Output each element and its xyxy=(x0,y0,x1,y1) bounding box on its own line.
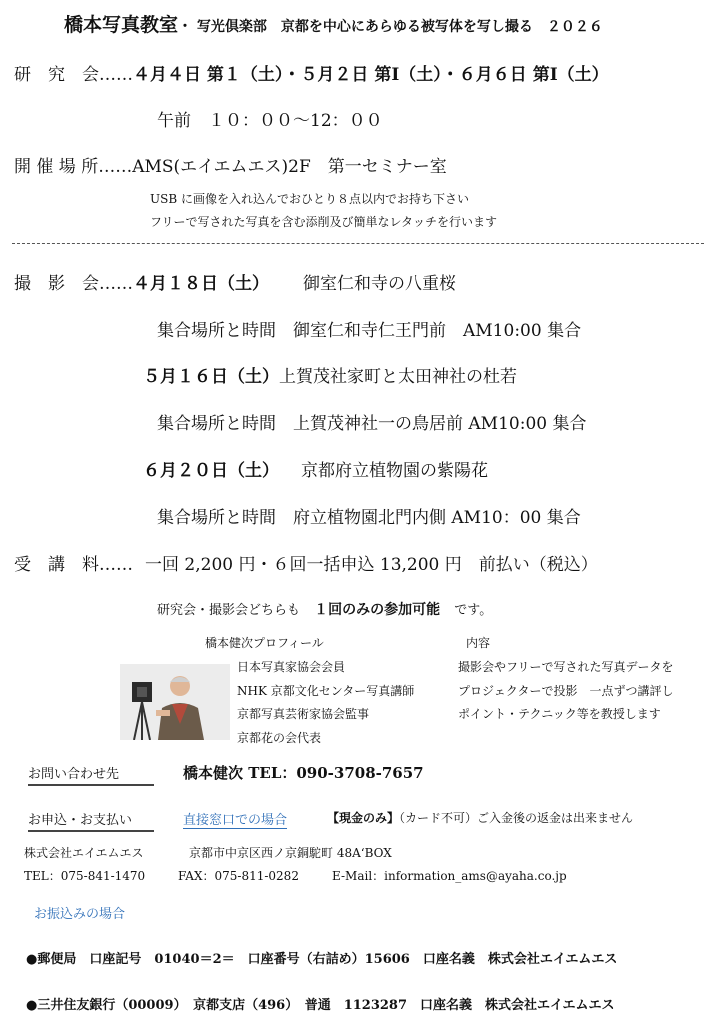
shoot-line-3 xyxy=(143,456,279,481)
content-line-2: プロジェクターで投影 一点ずつ講評し xyxy=(458,684,674,698)
study-note-1: USB に画像を入れ込んでおひとり８点以内でお持ち下さい xyxy=(150,192,469,206)
photographer-image xyxy=(120,664,230,740)
cash-line xyxy=(327,809,633,826)
shoot-meet-1: 集合場所と時間 御室仁和寺仁王門前 AM10:00 集合 xyxy=(157,321,582,341)
study-note-2: フリーで写された写真を含む添削及び簡単なレタッチを行います xyxy=(150,215,498,229)
shoot-line-2 xyxy=(143,362,517,387)
content-line-1: 撮影会やフリーで写された写真データを xyxy=(458,660,674,674)
contact-label xyxy=(28,763,154,786)
transfer-heading: お振込みの場合 xyxy=(34,907,126,922)
venue-line xyxy=(14,152,447,177)
company-address: 京都市中京区西ノ京銅駝町 48A‘BOX xyxy=(189,846,392,860)
payment-label-text: お申込・お支払い xyxy=(28,809,154,832)
postal-account: ●郵便局 口座記号 01040＝2＝ 口座番号（右詰め）15606 口座名義 株式会社エイエムエス xyxy=(26,952,618,967)
company-email[interactable]: E-Mail：information_ams@ayaha.co.jp xyxy=(332,869,567,883)
bank-account: ●三井住友銀行（00009） 京都支店（496） 普通 1123287 口座名義 株式会社エイエムエス xyxy=(26,998,615,1013)
fee-text: 一回 2,200 円・６回一括申込 13,200 円 前払い（税込） xyxy=(145,555,598,575)
venue-label: 開 催 場 所…… xyxy=(14,157,133,177)
fee-line xyxy=(14,550,598,575)
shoot-meet-2: 集合場所と時間 上賀茂神社一の鳥居前 AM10:00 集合 xyxy=(157,414,587,434)
shoot-place-3: 京都府立植物園の紫陽花 xyxy=(301,461,488,481)
profile-line-1: 日本写真家協会会員 xyxy=(237,660,346,674)
study-line xyxy=(14,60,609,85)
contact-text: 橋本健次 TEL：090-3708-7657 xyxy=(183,764,424,782)
divider xyxy=(12,243,704,244)
fee-note-pre: 研究会・撮影会どちらも xyxy=(157,603,301,618)
study-dates: ４月４日 第１（土）・５月２日 第Ⅰ（土）・６月６日 第Ⅰ（土） xyxy=(133,65,609,85)
fee-label: 受 講 料…… xyxy=(14,555,133,575)
fee-note xyxy=(157,599,492,619)
shoot-place-1: 御室仁和寺の八重桜 xyxy=(303,274,456,294)
company-fax: FAX：075-811-0282 xyxy=(178,869,299,883)
contact-label-text: お問い合わせ先 xyxy=(28,763,154,786)
shoot-date-3: ６月２０日（土） xyxy=(143,461,279,481)
page-title xyxy=(64,10,603,37)
shoot-date-1: ４月１８日（土） xyxy=(133,274,269,294)
cash-note: （カード不可）ご入金後の返金は出来ません xyxy=(399,811,634,825)
study-time: 午前 １０：００～12：００ xyxy=(157,111,383,131)
cash-only: 【現金のみ】 xyxy=(327,811,400,825)
content-line-3: ポイント・テクニック等を教授します xyxy=(458,707,661,721)
profile-photo xyxy=(120,664,230,740)
profile-heading: 橋本健次プロフィール xyxy=(205,636,324,650)
company-name: 株式会社エイエムエス xyxy=(24,846,144,860)
company-tel: TEL：075-841-1470 xyxy=(24,869,146,883)
shoot-line-1 xyxy=(14,269,269,294)
profile-line-3: 京都写真芸術家協会監事 xyxy=(237,707,370,721)
shoot-place-2: 上賀茂社家町と太田神社の杜若 xyxy=(279,367,517,387)
title-sub: ・ 写光倶楽部 京都を中心にあらゆる被写体を写し撮る ２０２６ xyxy=(178,19,603,35)
direct-payment-link[interactable]: 直接窓口での場合 xyxy=(183,809,287,829)
title-main: 橋本写真教室 xyxy=(64,14,179,36)
study-label: 研 究 会…… xyxy=(14,65,133,85)
fee-note-post: です。 xyxy=(454,603,493,618)
profile-line-4: 京都花の会代表 xyxy=(237,731,322,745)
content-heading: 内容 xyxy=(466,636,491,650)
shoot-meet-3: 集合場所と時間 府立植物園北門内側 AM10：00 集合 xyxy=(157,508,581,528)
venue-value: AMS(エイエムエス)2F 第一セミナー室 xyxy=(132,157,447,177)
fee-note-bold: １回のみの参加可能 xyxy=(314,602,441,618)
payment-label xyxy=(28,809,154,832)
shoot-date-2: ５月１６日（土） xyxy=(143,367,279,387)
shoot-label: 撮 影 会…… xyxy=(14,274,133,294)
profile-line-2: NHK 京都文化センター写真講師 xyxy=(237,684,415,698)
